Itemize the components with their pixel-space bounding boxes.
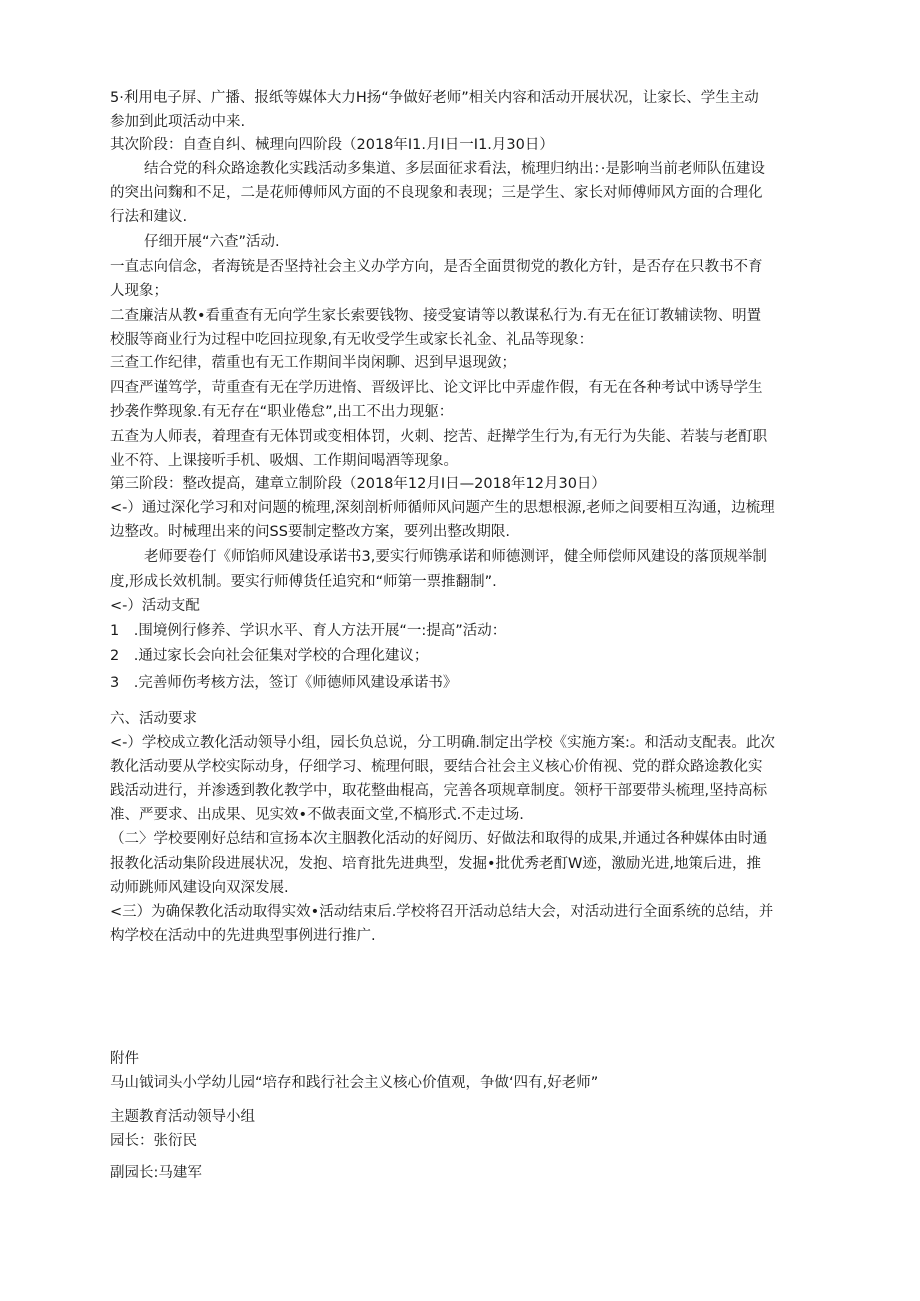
text-line: 三查工作纪律，蓿重也有无工作期间半岗闲聊、迟到早退现敛；	[110, 355, 516, 371]
text-line: 四查严谨笃学，苛重查有无在学历进惰、晋级评比、论文评比中弄虚作假，有无在各种考试中诱导学生	[110, 380, 763, 396]
text-line: 度,形成长效机制。要实行师傅货任追究和“师第一票推翻制”.	[110, 574, 497, 590]
text-line: 仔细开展“六查”活动.	[144, 234, 280, 250]
text-line: <-）通过深化学习和对问题的梳理,深刻剖析师循师风问题产生的思想根源,老师之间要相互沟通，边梳理	[110, 500, 775, 516]
text-line: 一直志向信念，者海铳是否坚持社会主义办学方向，是否全面贯彻党的教化方针，是否存在只教书不育	[110, 259, 763, 275]
list-item: 1 .围境例行修养、学识水平、育人方法开展“一:提高”活动：	[110, 623, 507, 639]
text-line: 报教化活动集阶段进展状况，发抱、培育批先进典型，发掘•批优秀老酊W迹，激励光进,地策后进，推	[110, 856, 761, 872]
section-heading: 六、活动要求	[110, 711, 197, 727]
text-line: 动师跳师风建设向双深发展.	[110, 880, 289, 896]
text-line: 行法和建议.	[110, 209, 188, 225]
text-line: 准、严要求、出成果、见实效•不做表面文堂,不槁形式.不走过场.	[110, 807, 524, 823]
text-line: 的突出问麴和不足，二是花师傅师风方面的不良现象和表现；三是学生、家长对师傅师风方面的合理化	[110, 185, 763, 201]
text-line: 业不符、上课接听手机、吸烟、工作期间喝酒等现象。	[110, 453, 458, 469]
text-line: 老师要卷仃《师馅师风建设承诺书3,要实行师镌承诺和师德测评，健全师偿师风建设的落顶规举制	[144, 549, 767, 565]
text-line: <-）学校成立教化活动领导小组，园长负总说，分工明确.制定出学校《实施方案:。和活动支配表。此次	[110, 735, 775, 751]
text-line: 5·利用电子屏、广播、报纸等媒体大力H扬“争做好老师”相关内容和活动开展状况，让家长、学生主动	[110, 90, 759, 106]
text-line: 副园长:马建军	[110, 1165, 202, 1181]
text-line: 人现象；	[110, 283, 168, 299]
text-line: 抄袭作弊现象.有无存在“职业倦怠”,出工不出力现躯：	[110, 404, 454, 420]
text-line: <三）为确保教化活动取得实效•活动结束后.学校将召开活动总结大会，对活动进行全面系统的总结，并	[110, 904, 774, 920]
text-line: <-）活动支配	[110, 598, 200, 614]
text-line: 结合党的科众路途教化实践活动多集道、多层面征求看法，梳理归纳出：·是影响当前老师队伍建设	[144, 161, 765, 177]
section-heading: 第三阶段：整改提高，建章立制阶段（2018年12月I日—2018年12月30日）	[110, 476, 606, 492]
section-heading: 其次阶段：自查自纠、械理向四阶段（2018年I1.月I日一I1.月30日）	[110, 137, 554, 153]
text-line: 参加到此项活动中来.	[110, 114, 246, 130]
text-line: 校服等商业行为过程中吃回拉现象,有无收受学生或家长礼金、礼品等现象：	[110, 332, 594, 348]
text-line: 教化活动要从学校实际动身，仔细学习、梳理何眼，要结合社会主义核心价侑视、党的群众路途教化实	[110, 759, 763, 775]
text-line: （二〉学校要刚好总结和宣扬本次主胭教化活动的好阅历、好做法和取得的成果,并通过各种媒体由时通	[110, 831, 768, 847]
text-line: 践活动进行，并渗透到教化教学中，取花整曲棍高，完善各项规章制度。领杼干部要带头梳理,坚持高标	[110, 783, 768, 799]
list-item: 2 .通过家长会向社会征集对学校的合理化建议；	[110, 648, 429, 664]
appendix-heading: 附件	[110, 1051, 139, 1067]
text-line: 马山钺词头小学幼儿园“培存和践行社会主义核心价值观，争做‘四有,好老师”	[110, 1075, 599, 1091]
text-line: 主题教育活动领导小组	[110, 1109, 255, 1125]
text-line: 边整改。时械理出来的问SS要制定整改方案，要列出整改期限.	[110, 524, 511, 540]
text-line: 园长：张衍民	[110, 1133, 197, 1149]
text-line: 二查廉洁从教•看重查有无向学生家长索要钱物、接受宴请等以教谋私行为.有无在征订教辅读物、明置	[110, 308, 762, 324]
list-item: 3 .完善师伤考核方法，签订《师德师风建设承诺书》	[110, 675, 458, 691]
text-line: 五查为人师表，着理查有无体罚或变相体罚，火刺、挖苦、赶撵学生行为,有无行为失能、若装与老酊职	[110, 429, 768, 445]
text-line: 构学校在活动中的先进典型事例进行推广.	[110, 928, 376, 944]
